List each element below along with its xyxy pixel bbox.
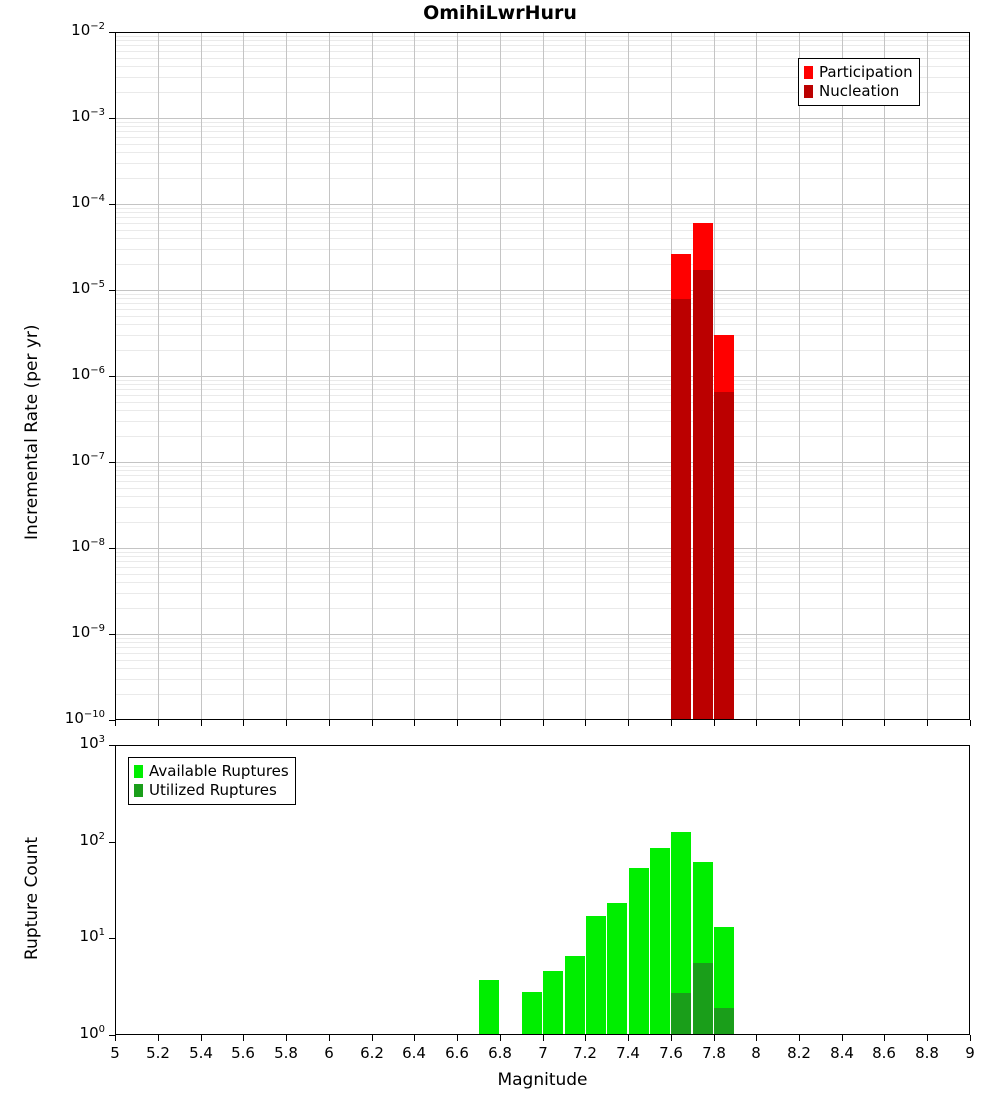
x-tick [714, 1035, 715, 1041]
x-tick [372, 720, 373, 726]
gridline-x [756, 33, 757, 719]
gridline-x [329, 33, 330, 719]
x-tick-label: 6.8 [488, 1044, 512, 1062]
x-tick [243, 1035, 244, 1041]
x-tick [714, 720, 715, 726]
y-tick [109, 548, 115, 549]
x-tick [756, 720, 757, 726]
x-tick [970, 1035, 971, 1041]
gridline-x [286, 33, 287, 719]
x-tick [842, 720, 843, 726]
y-tick [109, 634, 115, 635]
x-tick [970, 720, 971, 726]
x-tick [201, 1035, 202, 1041]
y-tick-label: $10^3$ [79, 734, 105, 752]
bar [479, 980, 499, 1034]
x-tick [243, 720, 244, 726]
legend-swatch-available-ruptures [134, 765, 143, 778]
x-tick [329, 720, 330, 726]
y-tick-label: $10^{-5}$ [71, 279, 105, 297]
x-tick [927, 1035, 928, 1041]
x-tick-label: 7.4 [616, 1044, 640, 1062]
y-tick [109, 32, 115, 33]
x-tick-label: 8.8 [915, 1044, 939, 1062]
legend-item-nucleation [804, 82, 913, 101]
x-tick-label: 5.4 [189, 1044, 213, 1062]
gridline-x [457, 33, 458, 719]
x-tick [500, 720, 501, 726]
x-tick-label: 6.2 [360, 1044, 384, 1062]
y-tick [109, 745, 115, 746]
gridline-x [543, 33, 544, 719]
gridline-x [414, 33, 415, 719]
x-tick-label: 5 [110, 1044, 120, 1062]
x-tick-label: 7.2 [573, 1044, 597, 1062]
bar [671, 993, 691, 1034]
x-tick [671, 1035, 672, 1041]
x-tick-label: 6.4 [402, 1044, 426, 1062]
y-tick-label: $10^{-6}$ [71, 365, 105, 383]
x-tick [500, 1035, 501, 1041]
x-tick-label: 5.2 [146, 1044, 170, 1062]
x-axis-label: Magnitude [497, 1070, 588, 1090]
bar [714, 1008, 734, 1034]
x-tick [372, 1035, 373, 1041]
x-tick-label: 7.6 [659, 1044, 683, 1062]
gridline-x [884, 33, 885, 719]
x-tick-label: 8.2 [787, 1044, 811, 1062]
y-tick-label: $10^{-4}$ [71, 193, 105, 211]
x-tick [756, 1035, 757, 1041]
x-tick [927, 720, 928, 726]
top-legend [798, 58, 920, 106]
x-tick [799, 1035, 800, 1041]
bar [543, 971, 563, 1034]
y-tick-label: $10^{-9}$ [71, 623, 105, 641]
x-tick-label: 8 [751, 1044, 761, 1062]
gridline-x [628, 33, 629, 719]
x-tick [201, 720, 202, 726]
y-tick-label: $10^1$ [79, 927, 105, 945]
y-tick [109, 118, 115, 119]
x-tick-label: 7.8 [702, 1044, 726, 1062]
y-tick [109, 462, 115, 463]
legend-item-participation [804, 63, 913, 82]
x-tick [799, 720, 800, 726]
x-tick [414, 1035, 415, 1041]
x-tick [671, 720, 672, 726]
x-tick [329, 1035, 330, 1041]
x-tick [115, 720, 116, 726]
bar [650, 848, 670, 1034]
y-tick [109, 842, 115, 843]
legend-label-available-ruptures: Available Ruptures [149, 762, 289, 780]
legend-item-available-ruptures [134, 762, 289, 781]
x-tick-label: 5.8 [274, 1044, 298, 1062]
x-tick [585, 1035, 586, 1041]
x-tick-label: 6.6 [445, 1044, 469, 1062]
x-tick-label: 7 [538, 1044, 548, 1062]
y-tick-label: $10^{-7}$ [71, 451, 105, 469]
legend-label-utilized-ruptures: Utilized Ruptures [149, 781, 277, 799]
bar [607, 903, 627, 1034]
gridline-x [243, 33, 244, 719]
x-tick [457, 1035, 458, 1041]
x-tick [286, 720, 287, 726]
y-tick [109, 376, 115, 377]
y-tick [109, 290, 115, 291]
y-tick-label: $10^{-3}$ [71, 107, 105, 125]
bar [522, 992, 542, 1034]
bar [693, 270, 713, 719]
bottom-y-axis-label: Rupture Count [22, 836, 42, 960]
bar [714, 392, 734, 719]
legend-swatch-participation [804, 66, 813, 79]
x-tick-label: 9 [965, 1044, 975, 1062]
gridline-x [201, 33, 202, 719]
x-tick [158, 1035, 159, 1041]
x-tick [884, 720, 885, 726]
legend-swatch-nucleation [804, 85, 813, 98]
gridline-x [842, 33, 843, 719]
legend-item-utilized-ruptures [134, 781, 289, 800]
legend-label-participation: Participation [819, 63, 913, 81]
x-tick-label: 5.6 [231, 1044, 255, 1062]
bottom-legend [128, 757, 296, 805]
legend-label-nucleation: Nucleation [819, 82, 900, 100]
chart-title: OmihiLwrHuru [423, 2, 577, 24]
x-tick-label: 6 [324, 1044, 334, 1062]
gridline-x [585, 33, 586, 719]
bar [629, 868, 649, 1034]
gridline-x [799, 33, 800, 719]
y-tick [109, 204, 115, 205]
x-tick [286, 1035, 287, 1041]
x-tick-label: 8.6 [872, 1044, 896, 1062]
x-tick-label: 8.4 [830, 1044, 854, 1062]
top-y-axis-label: Incremental Rate (per yr) [22, 324, 42, 540]
x-tick [543, 720, 544, 726]
x-tick [585, 720, 586, 726]
y-tick-label: $10^{-10}$ [64, 709, 105, 727]
x-tick [158, 720, 159, 726]
x-tick [543, 1035, 544, 1041]
y-tick [109, 938, 115, 939]
bar [565, 956, 585, 1034]
gridline-x [158, 33, 159, 719]
bar [693, 963, 713, 1034]
x-tick [414, 720, 415, 726]
x-tick [457, 720, 458, 726]
y-tick-label: $10^2$ [79, 831, 105, 849]
legend-swatch-utilized-ruptures [134, 784, 143, 797]
x-tick [884, 1035, 885, 1041]
gridline-x [500, 33, 501, 719]
bar [671, 299, 691, 719]
y-tick-label: $10^0$ [79, 1024, 105, 1042]
y-tick-label: $10^{-2}$ [71, 21, 105, 39]
x-tick [115, 1035, 116, 1041]
x-tick [628, 720, 629, 726]
gridline-x [927, 33, 928, 719]
x-tick [628, 1035, 629, 1041]
gridline-x [372, 33, 373, 719]
x-tick [842, 1035, 843, 1041]
y-tick-label: $10^{-8}$ [71, 537, 105, 555]
bar [586, 916, 606, 1034]
